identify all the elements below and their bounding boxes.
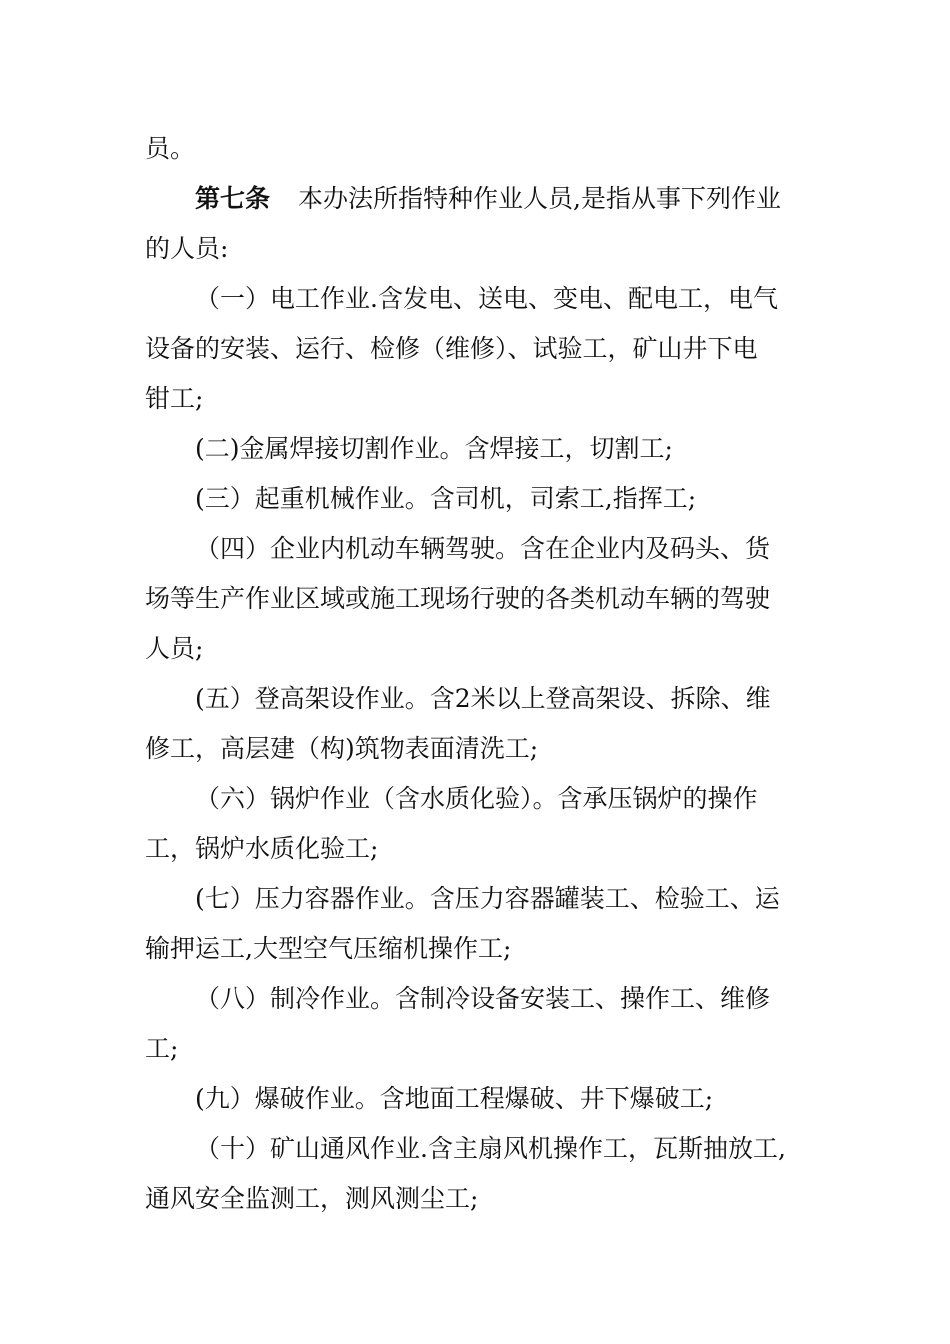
text-line: 钳工; (145, 384, 204, 413)
item-3-line: (三）起重机械作业。含司机，司索工,指挥工; (195, 484, 697, 513)
item-6-line: （六）锅炉作业（含水质化验）。含承压锅炉的操作 (195, 784, 758, 813)
item-2-line: (二)金属焊接切割作业。含焊接工，切割工; (195, 434, 673, 463)
text-line: 工，锅炉水质化验工; (145, 834, 379, 863)
item-9-line: (九）爆破作业。含地面工程爆破、井下爆破工; (195, 1084, 714, 1113)
text-line: 人员; (145, 634, 204, 663)
text-line: 修工，高层建（构)筑物表面清洗工; (145, 734, 539, 763)
text-line: 员。 (145, 134, 196, 163)
text-line: 场等生产作业区域或施工现场行驶的各类机动车辆的驾驶 (145, 584, 771, 613)
text-line: 输押运工,大型空气压缩机操作工; (145, 934, 512, 963)
text-line: 工; (145, 1034, 179, 1063)
item-5-line: (五）登高架设作业。含2米以上登高架设、拆除、维 (195, 684, 771, 713)
item-4-line: （四）企业内机动车辆驾驶。含在企业内及码头、货 (195, 534, 771, 563)
text-line: 设备的安装、运行、检修（维修）、试验工，矿山井下电 (145, 334, 758, 363)
item-10-line: （十）矿山通风作业.含主扇风机操作工，瓦斯抽放工, (195, 1134, 786, 1163)
article-title: 第七条 (195, 184, 271, 213)
item-8-line: （八）制冷作业。含制冷设备安装工、操作工、维修 (195, 984, 771, 1013)
item-7-line: (七）压力容器作业。含压力容器罐装工、检验工、运 (195, 884, 780, 913)
text-line: 的人员: (145, 234, 229, 263)
text-line: 通风安全监测工，测风测尘工; (145, 1184, 479, 1213)
article-text: 本办法所指特种作业人员,是指从事下列作业 (298, 184, 781, 213)
article-7-line (195, 184, 781, 214)
item-1-line: （一）电工作业.含发电、送电、变电、配电工，电气 (195, 284, 778, 313)
